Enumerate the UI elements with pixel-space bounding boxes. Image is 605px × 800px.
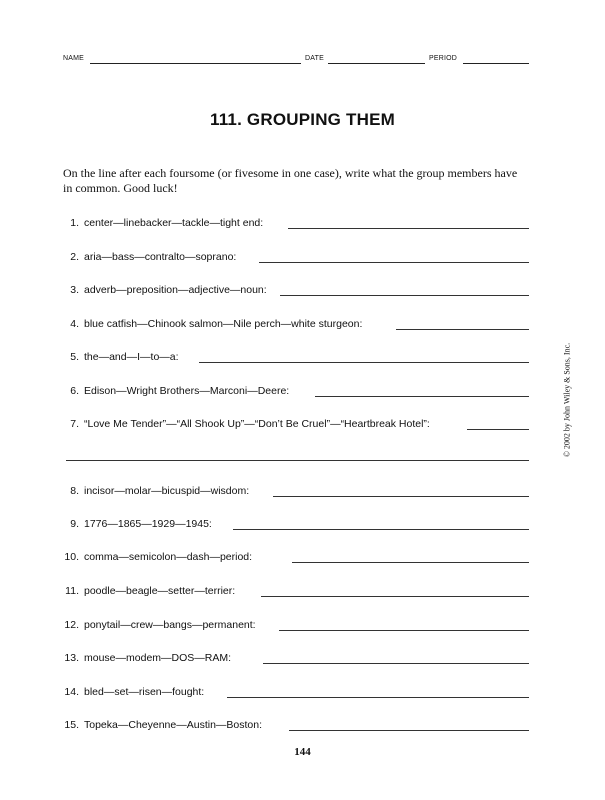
answer-line[interactable] bbox=[263, 663, 529, 664]
question-text: aria—bass—contralto—soprano: bbox=[84, 251, 237, 263]
date-label: DATE bbox=[305, 55, 324, 62]
question-text: poodle—beagle—setter—terrier: bbox=[84, 585, 236, 597]
question-8 bbox=[63, 485, 529, 501]
question-10 bbox=[63, 551, 529, 567]
question-number: 13. bbox=[64, 652, 79, 664]
copyright-notice: © 2002 by John Wiley & Sons, Inc. bbox=[562, 342, 572, 458]
question-number: 9. bbox=[70, 518, 79, 530]
question-text: “Love Me Tender”—“All Shook Up”—“Don’t Be Cruel”—“Heartbreak Hotel”: bbox=[84, 418, 430, 430]
question-11 bbox=[63, 585, 529, 601]
question-number: 2. bbox=[70, 251, 79, 263]
answer-line-continued[interactable] bbox=[66, 460, 529, 461]
question-7 bbox=[63, 418, 529, 434]
question-text: Topeka—Cheyenne—Austin—Boston: bbox=[84, 719, 263, 731]
question-2 bbox=[63, 251, 529, 267]
question-14 bbox=[63, 686, 529, 702]
name-field[interactable] bbox=[90, 63, 301, 64]
answer-line[interactable] bbox=[288, 228, 529, 229]
question-5 bbox=[63, 351, 529, 367]
question-text: ponytail—crew—bangs—permanent: bbox=[84, 619, 256, 631]
question-number: 5. bbox=[70, 351, 79, 363]
question-text: center—linebacker—tackle—tight end: bbox=[84, 217, 264, 229]
period-field[interactable] bbox=[463, 63, 529, 64]
question-text: Edison—Wright Brothers—Marconi—Deere: bbox=[84, 385, 290, 397]
page-title: 111. GROUPING THEM bbox=[210, 110, 395, 129]
answer-line[interactable] bbox=[315, 396, 529, 397]
question-number: 10. bbox=[64, 551, 79, 563]
question-4 bbox=[63, 318, 529, 334]
question-9 bbox=[63, 518, 529, 534]
name-label: NAME bbox=[63, 55, 85, 62]
answer-line[interactable] bbox=[261, 596, 529, 597]
instructions: On the line after each foursome (or fivesome in one case), write what the group members have in common. Good luck! bbox=[63, 166, 518, 195]
answer-line[interactable] bbox=[467, 429, 529, 430]
question-text: mouse—modem—DOS—RAM: bbox=[84, 652, 232, 664]
answer-line[interactable] bbox=[396, 329, 529, 330]
answer-line[interactable] bbox=[227, 697, 529, 698]
question-6 bbox=[63, 385, 529, 401]
question-number: 6. bbox=[70, 385, 79, 397]
question-number: 4. bbox=[70, 318, 79, 330]
question-number: 8. bbox=[70, 485, 79, 497]
question-text: blue catfish—Chinook salmon—Nile perch—white sturgeon: bbox=[84, 318, 363, 330]
question-number: 1. bbox=[70, 217, 79, 229]
question-number: 11. bbox=[65, 585, 79, 597]
question-text: the—and—I—to—a: bbox=[84, 351, 179, 363]
question-text: 1776—1865—1929—1945: bbox=[84, 518, 212, 530]
question-number: 7. bbox=[70, 418, 79, 430]
question-3 bbox=[63, 284, 529, 300]
date-field[interactable] bbox=[328, 63, 425, 64]
answer-line[interactable] bbox=[199, 362, 529, 363]
question-number: 15. bbox=[64, 719, 79, 731]
page-number: 144 bbox=[294, 746, 311, 758]
answer-line[interactable] bbox=[289, 730, 529, 731]
header-fields bbox=[63, 55, 529, 67]
question-12 bbox=[63, 619, 529, 635]
question-text: bled—set—risen—fought: bbox=[84, 686, 205, 698]
answer-line[interactable] bbox=[259, 262, 529, 263]
answer-line[interactable] bbox=[279, 630, 529, 631]
question-13 bbox=[63, 652, 529, 668]
question-text: comma—semicolon—dash—period: bbox=[84, 551, 253, 563]
question-text: adverb—preposition—adjective—noun: bbox=[84, 284, 267, 296]
question-number: 14. bbox=[64, 686, 79, 698]
question-1 bbox=[63, 217, 529, 233]
period-label: PERIOD bbox=[429, 55, 458, 62]
answer-line[interactable] bbox=[280, 295, 529, 296]
question-number: 3. bbox=[70, 284, 79, 296]
question-text: incisor—molar—bicuspid—wisdom: bbox=[84, 485, 250, 497]
answer-line[interactable] bbox=[292, 562, 529, 563]
answer-line[interactable] bbox=[233, 529, 529, 530]
question-15 bbox=[63, 719, 529, 735]
answer-line[interactable] bbox=[273, 496, 529, 497]
question-number: 12. bbox=[64, 619, 79, 631]
